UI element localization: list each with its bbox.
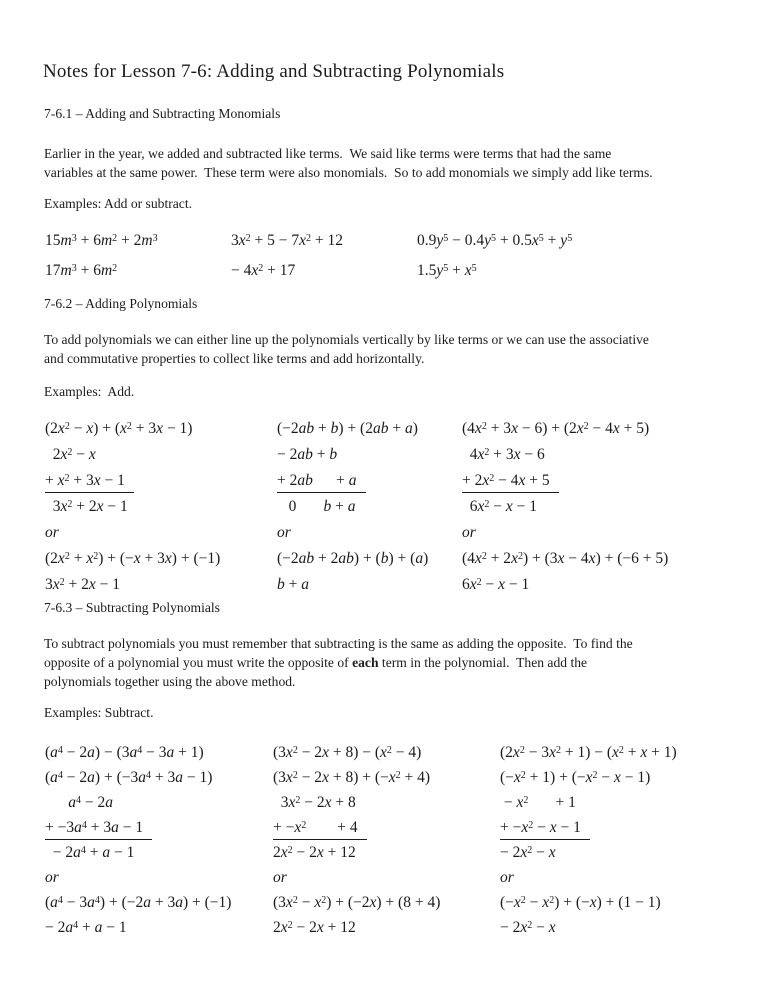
adding-example-column-3 bbox=[462, 416, 768, 598]
math-line: $0.9y^5 - 0.4y^5 + 0.5x^5 + y^5$ bbox=[417, 232, 573, 249]
math-line: $(3x^2 - 2x + 8) + (-x^2 + 4)$ bbox=[273, 769, 431, 786]
math-line: − $2x^2 - x$ bbox=[500, 919, 556, 936]
math-line: $(3x^2 - 2x + 8) - (x^2 - 4)$ bbox=[273, 744, 422, 761]
math-line: $2x^2 - x$ bbox=[45, 446, 96, 463]
math-line: or bbox=[45, 869, 59, 886]
examples-label-subtract: Examples: Subtract. bbox=[44, 705, 154, 720]
math-line: $(3x^2 - x^2) + (-2x) + (8 + 4)$ bbox=[273, 894, 441, 911]
paragraph-text: term in the polynomial. Then add the bbox=[378, 655, 588, 670]
math-line bbox=[273, 815, 500, 840]
monomial-example-column-3 bbox=[417, 226, 768, 286]
subtracting-examples-row bbox=[45, 740, 768, 940]
paragraph-line: Earlier in the year, we added and subtracted like terms. We said like terms were terms that had the same bbox=[44, 146, 612, 161]
section-763-paragraph bbox=[44, 634, 633, 691]
paragraph-line: To subtract polynomials you must remember that subtracting is the same as adding the opposite. To find the bbox=[44, 636, 633, 651]
page-title: Notes for Lesson 7-6: Adding and Subtracting Polynomials bbox=[43, 61, 505, 82]
math-line: $2x^2 - 2x + 12$ bbox=[273, 844, 356, 861]
math-line: $(-x^2 - x^2) + (-x) + (1 - 1)$ bbox=[500, 894, 661, 911]
math-line: or bbox=[273, 869, 287, 886]
subtracting-example-column-2 bbox=[273, 740, 500, 940]
math-line bbox=[500, 815, 768, 840]
paragraph-line: variables at the same power. These term were also monomials. So to add monomials we simply add like terms. bbox=[44, 165, 653, 180]
math-line: $3x^2 + 5 - 7x^2 + 12$ bbox=[231, 232, 344, 249]
math-line: $4x^2 + 3x - 6$ bbox=[462, 446, 545, 463]
math-line: b + a bbox=[277, 576, 309, 593]
math-line: − 2ab + b bbox=[277, 446, 338, 463]
math-line: $1.5y^5 + x^5$ bbox=[417, 262, 477, 279]
math-line: or bbox=[462, 524, 476, 541]
math-line bbox=[45, 468, 277, 494]
math-line: − $4x^2 + 17$ bbox=[231, 262, 296, 279]
paragraph-line: and commutative properties to collect like terms and add horizontally. bbox=[44, 351, 425, 366]
section-heading-763: 7-6.3 – Subtracting Polynomials bbox=[44, 600, 220, 615]
paragraph-line bbox=[44, 653, 633, 672]
math-line: 0 b + a bbox=[277, 498, 356, 515]
underlined-addend: + 2ab + a bbox=[277, 471, 366, 493]
math-line: $3x^2 + 2x - 1$ bbox=[45, 498, 128, 515]
math-line: − $2x^2 - x$ bbox=[500, 844, 556, 861]
math-line: − $2a^4 + a - 1$ bbox=[45, 844, 135, 861]
monomial-examples-row bbox=[45, 226, 768, 286]
underlined-addend: + $-x^2 - x - 1$ bbox=[500, 818, 590, 840]
math-line bbox=[462, 468, 768, 494]
monomial-example-column-2 bbox=[231, 226, 417, 286]
math-line: $6x^2 - x - 1$ bbox=[462, 498, 538, 515]
underlined-addend: + $x^2 + 3x - 1$ bbox=[45, 471, 134, 493]
underlined-addend: + $-3a^4 + 3a - 1$ bbox=[45, 818, 152, 840]
math-line: $(a^4 - 3a^4) + (-2a + 3a) + (-1)$ bbox=[45, 894, 232, 911]
math-line: $(a^4 - 2a) - (3a^4 - 3a + 1)$ bbox=[45, 744, 204, 761]
adding-example-column-1 bbox=[45, 416, 277, 598]
math-line: $(a^4 - 2a) + (-3a^4 + 3a - 1)$ bbox=[45, 769, 213, 786]
math-line: $3x^2 + 2x - 1$ bbox=[45, 576, 121, 593]
examples-label-add: Examples: Add. bbox=[44, 384, 135, 399]
paragraph-text: opposite of a polynomial you must write the opposite of bbox=[44, 655, 353, 670]
math-line: $a^4 - 2a$ bbox=[68, 794, 113, 811]
math-line bbox=[277, 468, 462, 494]
underlined-addend: + $2x^2 - 4x + 5$ bbox=[462, 471, 559, 493]
section-heading-762: 7-6.2 – Adding Polynomials bbox=[44, 296, 198, 311]
math-line: $(2x^2 + x^2) + (-x + 3x) + (-1)$ bbox=[45, 550, 221, 567]
math-line: − $2a^4 + a - 1$ bbox=[45, 919, 127, 936]
subtracting-example-column-1 bbox=[45, 740, 273, 940]
math-line: $17m^3 + 6m^2$ bbox=[45, 262, 118, 279]
section-762-paragraph bbox=[44, 330, 649, 368]
adding-example-column-2 bbox=[277, 416, 462, 598]
math-line: (−2ab + b) + (2ab + a) bbox=[277, 420, 418, 437]
examples-label-add-or-subtract: Examples: Add or subtract. bbox=[44, 196, 192, 211]
math-line: $6x^2 - x - 1$ bbox=[462, 576, 530, 593]
math-line: $(4x^2 + 3x - 6) + (2x^2 - 4x + 5)$ bbox=[462, 420, 650, 437]
bold-word-each: each bbox=[352, 655, 379, 670]
math-line: $(2x^2 - x) + (x^2 + 3x - 1)$ bbox=[45, 420, 193, 437]
math-line: $(4x^2 + 2x^2) + (3x - 4x) + (-6 + 5)$ bbox=[462, 550, 669, 567]
subtracting-example-column-3 bbox=[500, 740, 768, 940]
paragraph-line: polynomials together using the above method. bbox=[44, 674, 296, 689]
section-761-paragraph bbox=[44, 144, 653, 182]
math-line: $(-x^2 + 1) + (-x^2 - x - 1)$ bbox=[500, 769, 651, 786]
section-heading-761: 7-6.1 – Adding and Subtracting Monomials bbox=[44, 106, 281, 121]
math-line: $(2x^2 - 3x^2 + 1) - (x^2 + x + 1)$ bbox=[500, 744, 677, 761]
math-line: $2x^2 - 2x + 12$ bbox=[273, 919, 356, 936]
math-line: or bbox=[45, 524, 59, 541]
math-line: $15m^3 + 6m^2 + 2m^3$ bbox=[45, 232, 158, 249]
math-line: − $x^2$ + 1 bbox=[500, 794, 576, 811]
math-line: (−2ab + 2ab) + (b) + (a) bbox=[277, 550, 429, 567]
math-line: $3x^2 - 2x + 8$ bbox=[273, 794, 356, 811]
underlined-addend: + $-x^2$ + 4 bbox=[273, 818, 367, 840]
monomial-example-column-1 bbox=[45, 226, 231, 286]
adding-examples-row bbox=[45, 416, 768, 598]
math-line: or bbox=[277, 524, 291, 541]
paragraph-line: To add polynomials we can either line up the polynomials vertically by like terms or we can use the associative bbox=[44, 332, 649, 347]
math-line bbox=[45, 815, 273, 840]
math-line: or bbox=[500, 869, 514, 886]
